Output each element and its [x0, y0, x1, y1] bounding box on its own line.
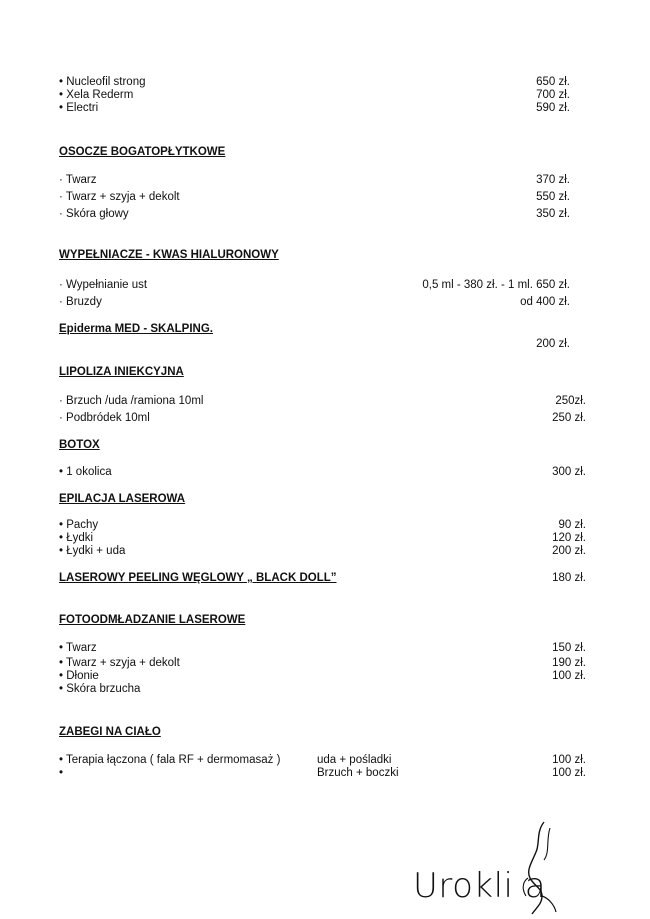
list-item-price: 350 zł.: [536, 208, 570, 220]
list-item-price: 250 zł.: [552, 412, 586, 424]
list-item-label: • Twarz + szyja + dekolt: [59, 657, 180, 669]
section-heading: EPILACJA LASEROWA: [59, 493, 186, 505]
list-item-label: • 1 okolica: [59, 466, 112, 478]
section-heading: BOTOX: [59, 439, 100, 451]
list-item-label: • Pachy: [59, 519, 99, 531]
list-item-price: 590 zł.: [536, 102, 570, 114]
list-item-label: • Terapia łączona ( fala RF + dermomasaż ): [59, 754, 281, 766]
list-item-price: 0,5 ml - 380 zł. - 1 ml. 650 zł.: [422, 279, 570, 291]
list-item-price: 90 zł.: [558, 519, 586, 531]
list-item-label: • Nucleofil strong: [59, 76, 146, 88]
logo-figure-icon: [506, 818, 566, 918]
list-item-label: · Bruzdy: [59, 296, 102, 308]
list-item-label: · Wypełnianie ust: [59, 279, 148, 291]
list-item-label: · Twarz: [59, 174, 97, 186]
list-item-price: 650 zł.: [536, 76, 570, 88]
list-item-price: od 400 zł.: [520, 296, 570, 308]
list-item-price: 550 zł.: [536, 191, 570, 203]
list-item-price: 190 zł.: [552, 657, 586, 669]
list-item-price: 300 zł.: [552, 466, 586, 478]
list-item-label: •: [59, 767, 64, 779]
list-item-label: · Podbródek 10ml: [59, 412, 150, 424]
list-item-price: 100 zł.: [552, 767, 586, 779]
list-item-price: 180 zł.: [552, 572, 586, 584]
logo-text: Urokli a: [413, 866, 547, 906]
list-item-price: 120 zł.: [552, 532, 586, 544]
list-item-price: 100 zł.: [552, 670, 586, 682]
list-item-label: · Brzuch /uda /ramiona 10ml: [59, 395, 204, 407]
section-heading: LASEROWY PEELING WĘGLOWY „ BLACK DOLL”: [59, 572, 337, 584]
list-item-label: • Łydki: [59, 532, 94, 544]
list-item-price: 200 zł.: [536, 338, 570, 350]
list-item-label: • Xela Rederm: [59, 89, 134, 101]
section-heading: OSOCZE BOGATOPŁYTKOWE: [59, 146, 226, 158]
list-item-label: • Twarz: [59, 642, 97, 654]
list-item-area: uda + pośladki: [317, 754, 392, 766]
section-heading: LIPOLIZA INIEKCYJNA: [59, 366, 184, 378]
list-item-price: 100 zł.: [552, 754, 586, 766]
list-item-price: 200 zł.: [552, 545, 586, 557]
section-heading: ZABEGI NA CIAŁO: [59, 726, 161, 738]
list-item-price: 700 zł.: [536, 89, 570, 101]
section-heading: FOTOODMŁADZANIE LASEROWE: [59, 614, 246, 626]
section-heading: Epiderma MED - SKALPING.: [59, 323, 213, 335]
list-item-price: 250zł.: [555, 395, 586, 407]
list-item-label: • Łydki + uda: [59, 545, 126, 557]
list-item-label: · Skóra głowy: [59, 208, 129, 220]
list-item-label: • Dłonie: [59, 670, 99, 682]
list-item-price: 150 zł.: [552, 642, 586, 654]
list-item-label: • Electri: [59, 102, 99, 114]
list-item-area: Brzuch + boczki: [317, 767, 399, 779]
list-item-label: · Twarz + szyja + dekolt: [59, 191, 180, 203]
section-heading: WYPEŁNIACZE - KWAS HIALURONOWY: [59, 249, 279, 261]
list-item-price: 370 zł.: [536, 174, 570, 186]
list-item-label: • Skóra brzucha: [59, 683, 141, 695]
